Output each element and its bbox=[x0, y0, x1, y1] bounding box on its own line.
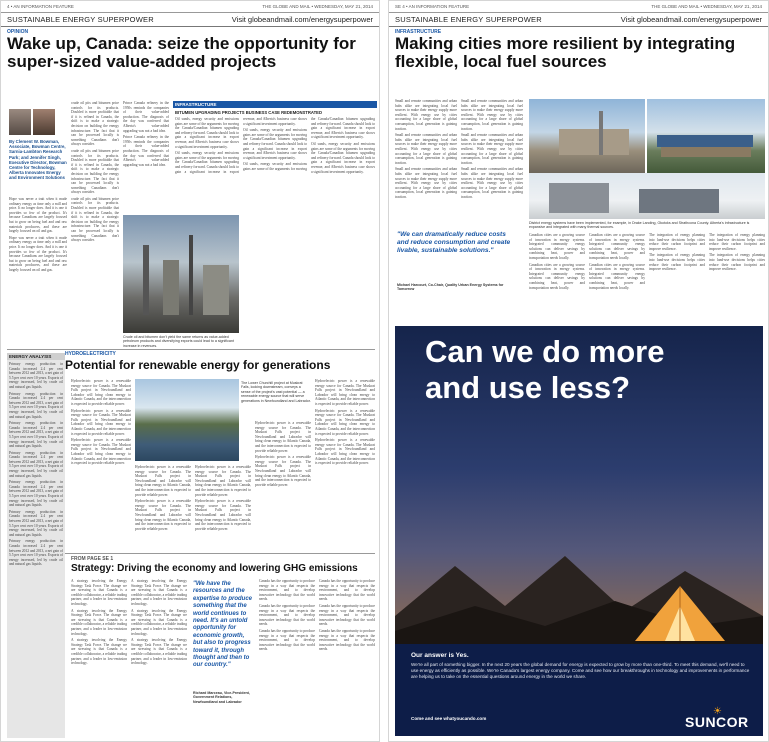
suncor-advertisement[interactable] bbox=[395, 326, 763, 736]
right-column-3 bbox=[529, 233, 585, 321]
opinion-col2-text-cont: crude oil pits and bitumen price controls for its products. Doubled is more profitable that if it is refined in Canada, the shift is to make a strategic decision on building the energy infrastructure. The fact that it can be processed locally is something Canadians don't always consider. bbox=[71, 148, 119, 195]
right-text-12: The integration of energy planning into land-use decisions helps cities reduce their carbon footprint and improve resilience. bbox=[649, 253, 705, 272]
right-headline: Making cities more resilient by integrating flexible, local fuel sources bbox=[395, 34, 736, 71]
right-text-8: Canadian cities are a growing source of innovation in energy systems. Integrated community energy solutions can deliver savings by combining heat, power and transportation needs locally. bbox=[529, 262, 585, 290]
opinion-col1-text: Hope was never a trait when it made ordinary energy as time only a mill and price. It no longer does. And it is one it provides so few of the product. It's because Canadians are largely focused but to grow on being fuel and and raw materials producers, and these are largely focused on oil and gas. bbox=[9, 197, 67, 234]
right-text-6: Small and remote communities and urban hubs alike are integrating local fuel sources to make their energy supply more resilient. With energy use by cities accounting for a large share of global consumption, local generation is gaining traction. bbox=[461, 167, 523, 199]
right-text-4: Small and remote communities and urban hubs alike are integrating local fuel sources to make their energy supply more resilient. With energy use by cities accounting for a large share of global consumption, local generation is gaining traction. bbox=[461, 99, 523, 131]
strategy-text-12: Canada has the opportunity to produce energy in a way that respects the environment, and to develop innovative technology that the world needs. bbox=[319, 628, 375, 652]
strategy-text-4: A strategy involving the Energy Strategy Task Force. The change we are stressing is that Canada is a credible collaborator, a reliable trading partner, and a leader in low-emission technology. bbox=[131, 579, 187, 606]
district-energy-photo-1 bbox=[529, 99, 645, 173]
energy-text-3: Primary energy production in Canada increased 2.4 per cent between 2012 and 2013, a net gain of 5.5 per cent over 10 years. Exports of energy increased, led by crude oil and natural gas liquids. bbox=[9, 421, 63, 449]
right-column-4 bbox=[589, 233, 645, 321]
tent-svg bbox=[625, 576, 735, 646]
strategy-pullquote-attribution: Richard Marceau, Vice-President, Government Relations, Newfoundland and Labrador bbox=[193, 691, 250, 704]
strategy-text-3: A strategy involving the Energy Strategy Task Force. The change we are stressing is that Canada is a credible collaborator, a reliable trading partner, and a leader in low-emission technology. bbox=[71, 638, 127, 666]
strategy-text-1: A strategy involving the Energy Strategy Task Force. The change we are stressing is that Canada is a credible collaborator, a reliable trading partner, and a leader in low-emission technology. bbox=[71, 579, 127, 606]
left-section-url[interactable]: Visit globeandmail.com/energysuperpower bbox=[231, 15, 373, 24]
author-photo-singh bbox=[33, 109, 55, 135]
opinion-col3-text-cont: Prince Canada refinery in the 1950s reminds the companies of their value-added production. The diagnosis of the day was conferred that Alberta's value-added upgrading was not a bad idea. bbox=[123, 135, 169, 167]
right-text-2: Small and remote communities and urban hubs alike are integrating local fuel sources to make their energy supply more resilient. With energy use by cities accounting for a large share of global consumption, local generation is gaining traction. bbox=[395, 133, 457, 165]
ad-body-text: We're all part of something bigger. In the next 20 years the global demand for energy is expected to grow by more than one-third. To meet this demand, we'll need to use energy as efficiently as possible. We're Canada's largest energy company. Come and see how our breakthroughs in technology and improvements in performance are helping us to take on the essential questions around energy in the world we share. bbox=[411, 662, 750, 680]
right-section-title: SUSTAINABLE ENERGY SUPERPOWER bbox=[395, 15, 542, 24]
strategy-text-5: A strategy involving the Energy Strategy Task Force. The change we are stressing is that Canada is a credible collaborator, a reliable trading partner, and a leader in low-emission technology. bbox=[131, 608, 187, 636]
refinery-photo bbox=[123, 215, 239, 333]
infra-text-1: Oil sands, energy security and emissions gains are some of the arguments for moving the Canada/Canadian bitumen upgrading and refinery forward. Canada should look to gain a significant increase in export revenue, and Alberta's business case shows a significant investment opportunity. bbox=[175, 117, 239, 149]
right-text-14: The integration of energy planning into land-use decisions helps cities reduce their carbon footprint and improve resilience. bbox=[709, 253, 765, 272]
right-section-bar bbox=[389, 13, 768, 27]
energy-analysis-title: ENERGY ANALYSIS bbox=[7, 353, 65, 360]
hydro-kicker: HYDROELECTRICITY bbox=[65, 351, 116, 357]
suncor-logo: SUNCOR bbox=[685, 714, 749, 730]
right-text-3: Small and remote communities and urban hubs alike are integrating local fuel sources to make their energy supply more resilient. With energy use by cities accounting for a large share of global consumption, local generation is gaining traction. bbox=[395, 167, 457, 199]
infrastructure-subhead: BITUMEN UPGRADING PROJECTS BUSINESS CASE REDEMONSTRATED bbox=[175, 110, 322, 115]
hydro-column-2 bbox=[135, 465, 191, 549]
opinion-column-2 bbox=[71, 101, 119, 347]
hydro-headline: Potential for renewable energy for generations bbox=[65, 358, 331, 372]
muskrat-falls-photo bbox=[135, 379, 239, 461]
hydro-text-4: Hydroelectric power is a renewable energy source for Canada. The Muskrat Falls project in Newfoundland and Labrador will bring clean energy to Atlantic Canada, and the interconnection is expected to provide reliable power. bbox=[135, 465, 191, 497]
opinion-col2-text-cont2: crude oil pits and bitumen price controls for its products. Doubled is more profitable that if it is refined in Canada, the shift is to make a strategic decision on building the energy infrastructure. The fact that it can be processed locally is something Canadians don't always consider. bbox=[71, 196, 119, 243]
energy-text-4: Primary energy production in Canada increased 2.4 per cent between 2012 and 2013, a net gain of 5.5 per cent over 10 years. Exports of energy increased, led by crude oil and natural gas liquids. bbox=[9, 450, 63, 478]
opinion-headline: Wake up, Canada: seize the opportunity for super-sized value-added projects bbox=[7, 34, 356, 71]
strategy-headline: Strategy: Driving the economy and lowering GHG emissions bbox=[71, 563, 358, 574]
opinion-col3-text: Prince Canada refinery in the 1950s reminds the companies of their value-added production. The diagnosis of the day was conferred that Alberta's value-added upgrading was not a bad idea. bbox=[123, 101, 169, 133]
energy-analysis-box bbox=[7, 353, 65, 738]
opinion-byline: By Clement W. Bowman, Associate, Bowman Centre, Sarnia-Lambton Research Park; and Jennifer Singh, Executive Director, Bowman Centre for Technology, Alberta Innovates Energy and Environment Solutions bbox=[9, 139, 67, 181]
muskrat-falls-caption: The Lower Churchill project at Muskrat Falls, looking downstream, conveys a sense of the project's vast potential — a renewable energy source that will serve generations in Newfoundland and Labrador. bbox=[241, 381, 311, 403]
infra-text-4: Oil sands, energy security and emissions gains are some of the arguments for moving the Canada/Canadian bitumen upgrading and refinery forward. Canada should look to gain a significant increase in export revenue, and Alberta's business case shows a significant investment opportunity. bbox=[243, 117, 375, 171]
right-kicker: INFRASTRUCTURE bbox=[395, 29, 442, 35]
strategy-column-1 bbox=[71, 579, 127, 737]
strategy-label: FROM PAGE SE 1 bbox=[71, 556, 114, 562]
strategy-text-9: Canada has the opportunity to produce energy in a way that respects the environment, and to develop innovative technology that the world needs. bbox=[259, 628, 315, 652]
strategy-column-2 bbox=[131, 579, 187, 737]
infra-text-3: Oil sands, energy security and emissions gains are some of the arguments for moving the Canada/Canadian bitumen upgrading and refinery forward. Canada should look to gain a significant increase in export revenue, and Alberta's business case shows a significant investment opportunity. bbox=[243, 128, 307, 160]
hydro-text-10: Hydroelectric power is a renewable energy source for Canada. The Muskrat Falls project in Newfoundland and Labrador will bring clean energy to Atlantic Canada, and the interconnection is expected to provide reliable power. bbox=[315, 379, 375, 406]
right-column-1 bbox=[395, 99, 457, 221]
hydro-text-7: Hydroelectric power is a renewable energy source for Canada. The Muskrat Falls project in Newfoundland and Labrador will bring clean energy to Atlantic Canada, and the interconnection is expected to provide reliable power. bbox=[195, 499, 251, 531]
district-energy-caption: District energy systems have been implemented, for example, in Drake Landing, Okotoks and Strathcona County. Alberta's infrastructure is expansive and integrated with many thermal sources. bbox=[529, 221, 750, 230]
hydro-column-3 bbox=[195, 465, 251, 549]
opinion-column-1 bbox=[9, 197, 67, 347]
right-text-9: Canadian cities are a growing source of innovation in energy systems. Integrated community energy solutions can deliver savings by combining heat, power and transportation needs locally. bbox=[589, 233, 645, 260]
left-header-right: THE GLOBE AND MAIL • WEDNESDAY, MAY 21, 2014 bbox=[262, 4, 373, 9]
right-page-header bbox=[389, 1, 768, 13]
strategy-pullquote: "We have the resources and the expertise to produce something that the world continues to need. It's an untold opportunity for economic growth, but also to progress toward it, through thought and then to our country." bbox=[193, 581, 253, 669]
right-column-6 bbox=[709, 233, 765, 321]
hydro-text-5: Hydroelectric power is a renewable energy source for Canada. The Muskrat Falls project in Newfoundland and Labrador will bring clean energy to Atlantic Canada, and the interconnection is expected to provide reliable power. bbox=[135, 499, 191, 531]
hydro-text-1: Hydroelectric power is a renewable energy source for Canada. The Muskrat Falls project in Newfoundland and Labrador will bring clean energy to Atlantic Canada, and the interconnection is expected to provide reliable power. bbox=[71, 379, 131, 406]
opinion-col2-text: crude oil pits and bitumen price controls for its products. Doubled is more profitable that if it is refined in Canada, the shift is to make a strategic decision on building the energy infrastructure. The fact that it can be processed locally is something Canadians don't always consider. bbox=[71, 101, 119, 147]
refinery-photo-caption: Crude oil and bitumen don't yield the same returns as value-added petroleum products and diversifying exports could lead to a significant increase in revenues. bbox=[123, 335, 234, 348]
ad-answer-title: Our answer is Yes. bbox=[411, 652, 469, 659]
strategy-text-7: Canada has the opportunity to produce energy in a way that respects the environment, and to develop innovative technology that the world needs. bbox=[259, 579, 315, 602]
hydro-text-11: Hydroelectric power is a renewable energy source for Canada. The Muskrat Falls project in Newfoundland and Labrador will bring clean energy to Atlantic Canada, and the interconnection is expected to provide reliable power. bbox=[315, 408, 375, 436]
ad-cta[interactable]: Come and see whatyoucando.com bbox=[411, 716, 487, 721]
right-text-7: Canadian cities are a growing source of innovation in energy systems. Integrated community energy solutions can deliver savings by combining heat, power and transportation needs locally. bbox=[529, 233, 585, 260]
hydro-text-8: Hydroelectric power is a renewable energy source for Canada. The Muskrat Falls project in Newfoundland and Labrador will bring clean energy to Atlantic Canada, and the interconnection is expected to provide reliable power. bbox=[255, 421, 311, 453]
tent-graphic bbox=[625, 576, 735, 651]
right-text-13: The integration of energy planning into land-use decisions helps cities reduce their carbon footprint and improve resilience. bbox=[709, 233, 765, 251]
strategy-column-3 bbox=[259, 579, 315, 737]
strategy-text-11: Canada has the opportunity to produce energy in a way that respects the environment, and to develop innovative technology that the world needs. bbox=[319, 603, 375, 627]
right-text-5: Small and remote communities and urban hubs alike are integrating local fuel sources to make their energy supply more resilient. With energy use by cities accounting for a large share of global consumption, local generation is gaining traction. bbox=[461, 133, 523, 165]
energy-text-5: Primary energy production in Canada increased 2.4 per cent between 2012 and 2013, a net gain of 5.5 per cent over 10 years. Exports of energy increased, led by crude oil and natural gas liquids. bbox=[9, 480, 63, 508]
hydro-column-1 bbox=[71, 379, 131, 549]
opinion-kicker: OPINION bbox=[7, 29, 29, 35]
left-divider-1 bbox=[7, 349, 375, 350]
energy-text-7: Primary energy production in Canada increased 2.4 per cent between 2012 and 2013, a net gain of 5.5 per cent over 10 years. Exports of energy increased, led by crude oil and natural gas liquids. bbox=[9, 539, 63, 567]
left-section-bar bbox=[1, 13, 379, 27]
author-photo-bowman bbox=[9, 109, 31, 135]
infrastructure-box-title: INFRASTRUCTURE bbox=[173, 101, 377, 108]
hydro-column-4 bbox=[255, 421, 311, 549]
strategy-text-10: Canada has the opportunity to produce energy in a way that respects the environment, and to develop innovative technology that the world needs. bbox=[319, 579, 375, 602]
suncor-sun-icon: ☀ bbox=[713, 706, 722, 717]
right-section-url[interactable]: Visit globeandmail.com/energysuperpower bbox=[620, 15, 762, 24]
strategy-text-6: A strategy involving the Energy Strategy Task Force. The change we are stressing is that Canada is a credible collaborator, a reliable trading partner, and a leader in low-emission technology. bbox=[131, 638, 187, 666]
left-page bbox=[0, 0, 380, 742]
infra-text-2: Oil sands, energy security and emissions gains are some of the arguments for moving the Canada/Canadian bitumen upgrading and refinery forward. Canada should look to gain a significant increase in export revenue, and Alberta's business case shows a significant investment opportunity. bbox=[175, 117, 307, 174]
hydro-column-5 bbox=[315, 379, 375, 549]
left-header-left: 4 • AN INFORMATION FEATURE bbox=[7, 4, 74, 9]
energy-text-2: Primary energy production in Canada increased 2.4 per cent between 2012 and 2013, a net gain of 5.5 per cent over 10 years. Exports of energy increased, led by crude oil and natural gas liquids. bbox=[9, 391, 63, 419]
hydro-text-2: Hydroelectric power is a renewable energy source for Canada. The Muskrat Falls project in Newfoundland and Labrador will bring clean energy to Atlantic Canada, and the interconnection is expected to provide reliable power. bbox=[71, 408, 131, 436]
ad-text-panel bbox=[395, 644, 763, 736]
right-text-1: Small and remote communities and urban hubs alike are integrating local fuel sources to make their energy supply more resilient. With energy use by cities accounting for a large share of global consumption, local generation is gaining traction. bbox=[395, 99, 457, 131]
left-divider-2 bbox=[65, 553, 375, 554]
district-energy-photo-2 bbox=[647, 99, 765, 173]
hydro-text-9: Hydroelectric power is a renewable energy source for Canada. The Muskrat Falls project in Newfoundland and Labrador will bring clean energy to Atlantic Canada, and the interconnection is expected to provide reliable power. bbox=[255, 455, 311, 487]
hydro-text-12: Hydroelectric power is a renewable energy source for Canada. The Muskrat Falls project in Newfoundland and Labrador will bring clean energy to Atlantic Canada, and the interconnection is expected to provide reliable power. bbox=[315, 438, 375, 466]
right-header-right: THE GLOBE AND MAIL • WEDNESDAY, MAY 21, 2014 bbox=[651, 4, 762, 9]
left-section-title: SUSTAINABLE ENERGY SUPERPOWER bbox=[7, 15, 154, 24]
right-pullquote-attribution: Michael Harcourt, Co-Chair, Quality Urban Energy Systems for Tomorrow bbox=[397, 283, 504, 292]
energy-analysis-body bbox=[7, 360, 65, 739]
energy-text-1: Primary energy production in Canada increased 2.4 per cent between 2012 and 2013, a net gain of 5.5 per cent over 10 years. Exports of energy increased, led by crude oil and natural gas liquids. bbox=[9, 362, 63, 389]
hydro-text-6: Hydroelectric power is a renewable energy source for Canada. The Muskrat Falls project in Newfoundland and Labrador will bring clean energy to Atlantic Canada, and the interconnection is expected to provide reliable power. bbox=[195, 465, 251, 497]
left-page-header bbox=[1, 1, 379, 13]
right-column-5 bbox=[649, 233, 705, 321]
infra-text-5: Oil sands, energy security and emissions gains are some of the arguments for moving the Canada/Canadian bitumen upgrading and refinery forward. Canada should look to gain a significant increase in export revenue, and Alberta's business case shows a significant investment opportunity. bbox=[311, 141, 375, 174]
hydro-text-3: Hydroelectric power is a renewable energy source for Canada. The Muskrat Falls project in Newfoundland and Labrador will bring clean energy to Atlantic Canada, and the interconnection is expected to provide reliable power. bbox=[71, 438, 131, 466]
strategy-column-4 bbox=[319, 579, 375, 737]
opinion-column-3 bbox=[123, 101, 169, 213]
opinion-col1-text-cont: Hope was never a trait when it made ordinary energy as time only a mill and price. It no longer does. And it is one it provides so few of the product. It's because Canadians are largely focused but to grow on being fuel and and raw materials producers, and these are largely focused on oil and gas. bbox=[9, 235, 67, 272]
energy-text-6: Primary energy production in Canada increased 2.4 per cent between 2012 and 2013, a net gain of 5.5 per cent over 10 years. Exports of energy increased, led by crude oil and natural gas liquids. bbox=[9, 509, 63, 537]
right-header-left: SE 4 • AN INFORMATION FEATURE bbox=[395, 4, 470, 9]
strategy-text-2: A strategy involving the Energy Strategy Task Force. The change we are stressing is that Canada is a credible collaborator, a reliable trading partner, and a leader in low-emission technology. bbox=[71, 608, 127, 636]
right-text-11: The integration of energy planning into land-use decisions helps cities reduce their carbon footprint and improve resilience. bbox=[649, 233, 705, 251]
right-pullquote: "We can dramatically reduce costs and reduce consumption and create livable, sustainable solutions." bbox=[397, 231, 511, 254]
right-text-10: Canadian cities are a growing source of innovation in energy systems. Integrated community energy solutions can deliver savings by combining heat, power and transportation needs locally. bbox=[589, 262, 645, 290]
strategy-text-8: Canada has the opportunity to produce energy in a way that respects the environment, and to develop innovative technology that the world needs. bbox=[259, 603, 315, 627]
district-energy-photo-3 bbox=[529, 173, 765, 219]
right-column-2 bbox=[461, 99, 523, 221]
ad-headline: Can we do more and use less? bbox=[425, 334, 665, 405]
